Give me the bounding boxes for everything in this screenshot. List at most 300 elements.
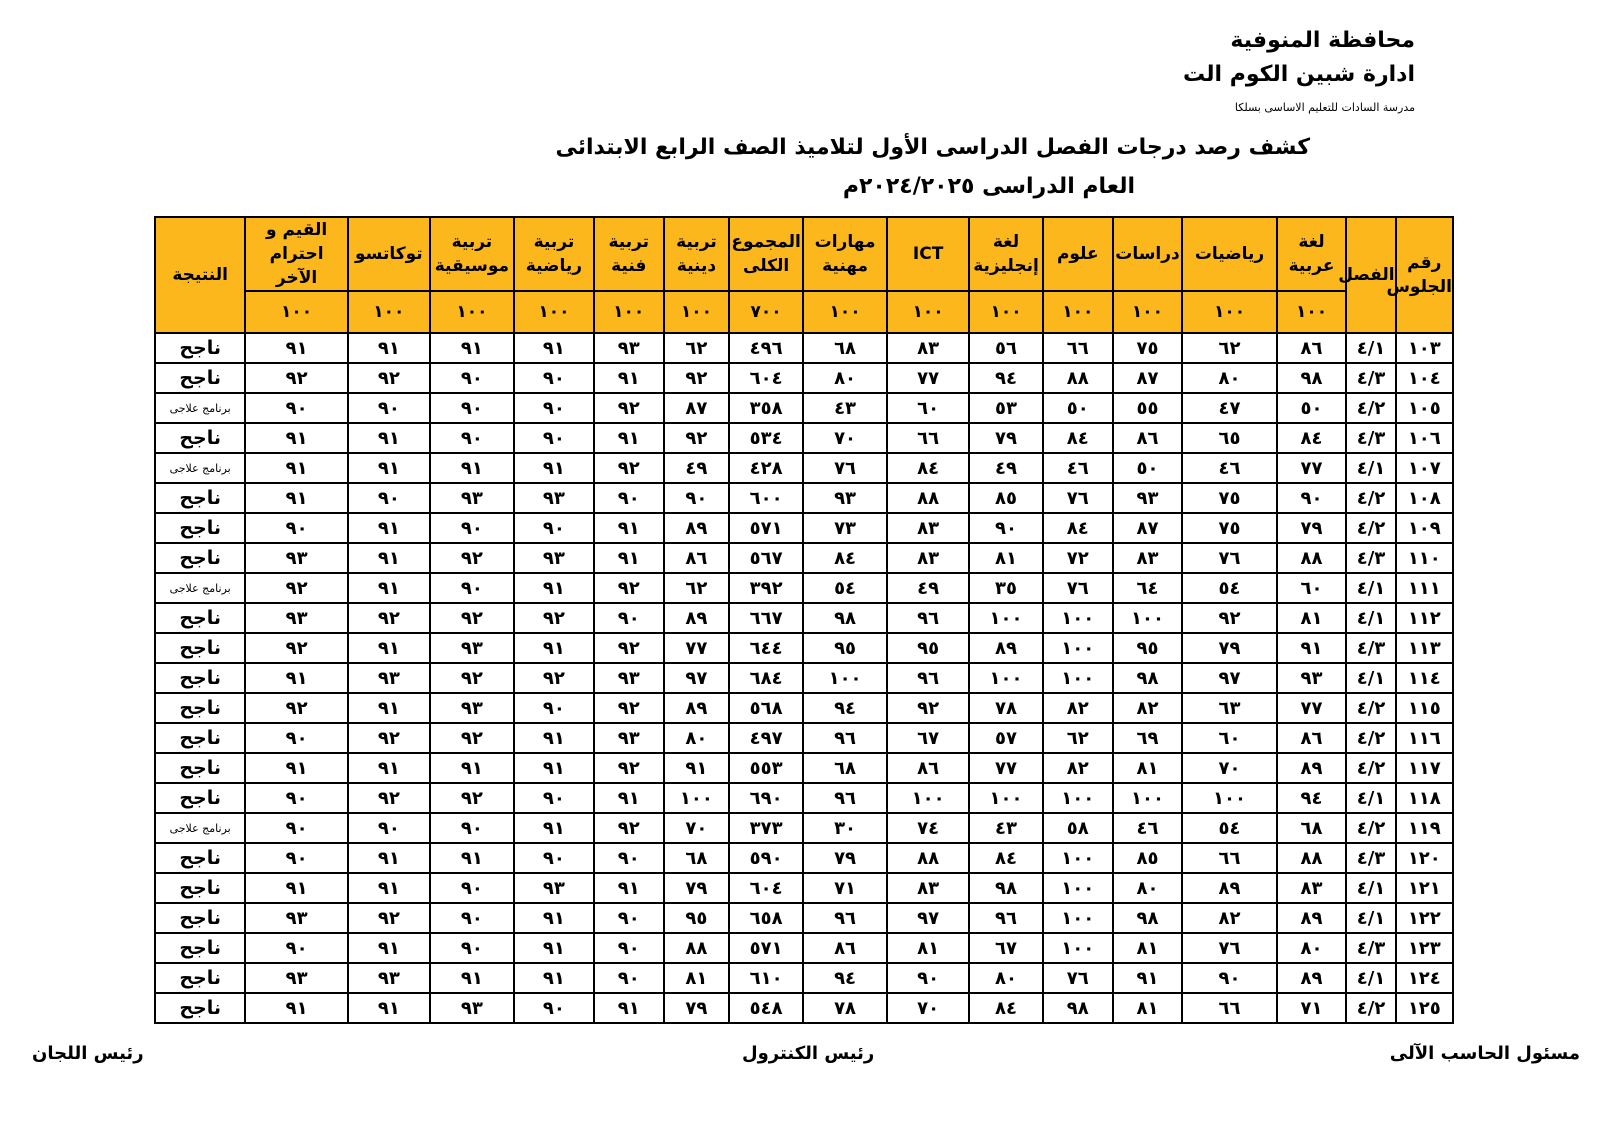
grade-cell: ٩٧	[664, 663, 730, 693]
grade-cell: ٩٢	[430, 663, 514, 693]
grade-cell: ١٢٥	[1396, 993, 1453, 1023]
grade-cell: ٥٨	[1043, 813, 1113, 843]
administration-name: ادارة شبين الكوم الت	[1183, 62, 1415, 87]
grade-cell: ٨٨	[664, 933, 730, 963]
table-row	[155, 423, 1453, 453]
grade-cell: ٩٣	[430, 993, 514, 1023]
grade-cell: ٣٥٨	[729, 393, 803, 423]
grade-cell: ١٢١	[1396, 873, 1453, 903]
column-max-score: ١٠٠	[594, 291, 664, 333]
column-max-score: ٧٠٠	[729, 291, 803, 333]
grade-cell: ٩٠	[664, 483, 730, 513]
grade-cell: ١٠٠	[1043, 903, 1113, 933]
max-score-row	[155, 291, 1453, 333]
grade-cell: ٨٦	[1277, 723, 1347, 753]
grade-cell: ١٢٤	[1396, 963, 1453, 993]
grade-cell: ٩١	[348, 873, 430, 903]
grade-cell: ٩١	[514, 633, 594, 663]
grade-cell: ٤/٢	[1346, 393, 1395, 423]
grade-cell: ٨٨	[887, 843, 969, 873]
grade-cell: ١٠٠	[1043, 873, 1113, 903]
grade-cell: ٧٧	[664, 633, 730, 663]
grade-cell: ١١١	[1396, 573, 1453, 603]
grade-cell: ٨٢	[1182, 903, 1276, 933]
grade-cell: ٦٨	[664, 843, 730, 873]
grade-cell: ٩١	[245, 333, 348, 363]
grade-cell: ١٠٠	[969, 603, 1043, 633]
grade-cell: ٩٢	[664, 363, 730, 393]
column-max-score: ١٠٠	[430, 291, 514, 333]
grade-cell: ٨١	[1113, 933, 1183, 963]
column-header: القيم و احترام الآخر	[245, 217, 348, 291]
grade-cell: ٩١	[514, 933, 594, 963]
grade-cell: ٧٩	[1182, 633, 1276, 663]
governorate-name: محافظة المنوفية	[1230, 28, 1415, 53]
grade-cell: ١١٥	[1396, 693, 1453, 723]
grade-cell: ٧٦	[1043, 573, 1113, 603]
column-max-score: ١٠٠	[514, 291, 594, 333]
grade-cell: ٩٠	[430, 903, 514, 933]
grade-cell: ٧٩	[1277, 513, 1347, 543]
grade-cell: ٩١	[594, 783, 664, 813]
grade-cell: ٨٢	[1113, 693, 1183, 723]
grade-cell: ٣٠	[803, 813, 887, 843]
grade-cell: ٩٢	[430, 543, 514, 573]
table-row	[155, 813, 1453, 843]
grade-cell: ٧٠	[1182, 753, 1276, 783]
grade-cell: ٨٩	[664, 513, 730, 543]
grade-cell: ٦٦	[1043, 333, 1113, 363]
grade-cell: ٩٠	[430, 873, 514, 903]
grade-cell: ٩١	[348, 333, 430, 363]
grade-cell: ٩٠	[594, 903, 664, 933]
grade-cell: ٩١	[430, 963, 514, 993]
grade-cell: ٧٤	[887, 813, 969, 843]
grade-cell: ٩١	[430, 753, 514, 783]
grade-cell: ٩٣	[594, 663, 664, 693]
grade-cell: ٩٠	[348, 483, 430, 513]
grade-cell: ٩٢	[594, 633, 664, 663]
grade-cell: ٩٠	[594, 933, 664, 963]
grade-cell: ٦١٠	[729, 963, 803, 993]
table-row	[155, 843, 1453, 873]
grade-cell: ٤/١	[1346, 573, 1395, 603]
table-row	[155, 573, 1453, 603]
grade-cell: ٥٦	[969, 333, 1043, 363]
result-cell: ناجح	[155, 993, 245, 1023]
grade-cell: ٧٩	[969, 423, 1043, 453]
grade-cell: ٥٤	[1182, 813, 1276, 843]
grade-cell: ١٠٨	[1396, 483, 1453, 513]
column-header: تربية فنية	[594, 217, 664, 291]
result-cell: برنامج علاجى	[155, 813, 245, 843]
grade-cell: ٩١	[594, 423, 664, 453]
grade-cell: ٩١	[348, 843, 430, 873]
grade-cell: ٦٤٤	[729, 633, 803, 663]
table-row	[155, 483, 1453, 513]
grade-cell: ١٠٧	[1396, 453, 1453, 483]
grade-cell: ٨٨	[1277, 843, 1347, 873]
grade-cell: ٤٩	[969, 453, 1043, 483]
computer-officer-signature: مسئول الحاسب الآلى	[1389, 1043, 1580, 1064]
grade-cell: ٩١	[430, 453, 514, 483]
table-row	[155, 933, 1453, 963]
column-max-score: ١٠٠	[969, 291, 1043, 333]
grade-cell: ١٠٠	[1113, 603, 1183, 633]
grade-cell: ٧٩	[803, 843, 887, 873]
grade-cell: ١١٩	[1396, 813, 1453, 843]
grade-cell: ٩٠	[430, 393, 514, 423]
grade-cell: ٩١	[245, 663, 348, 693]
grade-cell: ٩١	[514, 753, 594, 783]
grade-cell: ٩٤	[803, 693, 887, 723]
grade-cell: ٨٩	[1182, 873, 1276, 903]
grade-cell: ٩٥	[664, 903, 730, 933]
grade-cell: ٩٤	[1277, 783, 1347, 813]
grade-cell: ٩٢	[594, 393, 664, 423]
grade-cell: ٩١	[348, 453, 430, 483]
grade-cell: ٥٤	[1182, 573, 1276, 603]
grade-cell: ٩٢	[594, 693, 664, 723]
table-row	[155, 363, 1453, 393]
grade-cell: ٦٢	[664, 333, 730, 363]
grade-cell: ٩٢	[348, 783, 430, 813]
grade-cell: ١٠٠	[1043, 603, 1113, 633]
grade-cell: ٤/٣	[1346, 933, 1395, 963]
grade-cell: ٩١	[245, 453, 348, 483]
grade-cell: ٤/١	[1346, 663, 1395, 693]
result-cell: ناجح	[155, 783, 245, 813]
grade-cell: ٩٢	[594, 573, 664, 603]
grade-cell: ٩٠	[348, 813, 430, 843]
grade-cell: ٧٨	[969, 693, 1043, 723]
grade-cell: ٩٣	[245, 543, 348, 573]
grade-cell: ٥٧	[969, 723, 1043, 753]
grade-cell: ٩١	[594, 873, 664, 903]
table-row	[155, 783, 1453, 813]
grade-cell: ١٠٦	[1396, 423, 1453, 453]
table-body	[155, 333, 1453, 1023]
grade-cell: ٥٦٨	[729, 693, 803, 723]
grade-cell: ٨٠	[1113, 873, 1183, 903]
grade-cell: ٩٠	[430, 813, 514, 843]
grade-cell: ٨٤	[1277, 423, 1347, 453]
grade-cell: ٩١	[594, 543, 664, 573]
grade-cell: ٩٠	[514, 693, 594, 723]
grade-cell: ١٠٠	[803, 663, 887, 693]
grade-cell: ٧٣	[803, 513, 887, 543]
grade-cell: ٩٠	[514, 393, 594, 423]
grade-cell: ٩٤	[969, 363, 1043, 393]
grade-cell: ٩٣	[514, 873, 594, 903]
grade-cell: ٦٦	[1182, 993, 1276, 1023]
grade-cell: ٩٨	[1277, 363, 1347, 393]
table-row	[155, 963, 1453, 993]
grade-cell: ٤/٣	[1346, 543, 1395, 573]
table-row	[155, 693, 1453, 723]
grade-cell: ٥٥	[1113, 393, 1183, 423]
result-cell: ناجح	[155, 903, 245, 933]
grade-cell: ٩٠	[514, 423, 594, 453]
grade-cell: ٩١	[348, 693, 430, 723]
grade-cell: ١٠٠	[1043, 843, 1113, 873]
grade-cell: ٩٠	[969, 513, 1043, 543]
grade-cell: ٤٩٦	[729, 333, 803, 363]
grade-cell: ٤٩	[887, 573, 969, 603]
grade-cell: ٧٧	[887, 363, 969, 393]
grade-cell: ٦٦	[1182, 843, 1276, 873]
grade-cell: ٨٠	[803, 363, 887, 393]
grade-cell: ٨٢	[1043, 753, 1113, 783]
grade-cell: ٩٣	[348, 963, 430, 993]
column-max-score: ١٠٠	[887, 291, 969, 333]
grade-cell: ٦٨٤	[729, 663, 803, 693]
grade-cell: ٩٢	[887, 693, 969, 723]
academic-year: العام الدراسى ٢٠٢٤/٢٠٢٥م	[842, 174, 1135, 199]
grade-cell: ٩٢	[664, 423, 730, 453]
grade-cell: ٩٣	[514, 483, 594, 513]
column-header: توكاتسو	[348, 217, 430, 291]
grade-cell: ٦٦٧	[729, 603, 803, 633]
grade-cell: ٨٠	[664, 723, 730, 753]
grade-cell: ٧٩	[664, 993, 730, 1023]
column-max-score: ١٠٠	[348, 291, 430, 333]
grade-cell: ٤/٢	[1346, 693, 1395, 723]
grade-cell: ٩٢	[594, 753, 664, 783]
grade-cell: ٨٩	[1277, 903, 1347, 933]
column-max-score: ١٠٠	[664, 291, 730, 333]
grade-cell: ٨١	[1277, 603, 1347, 633]
column-header: لغة عربية	[1277, 217, 1347, 291]
table-row	[155, 723, 1453, 753]
grade-cell: ٦٠٤	[729, 363, 803, 393]
grade-cell: ٩٢	[594, 813, 664, 843]
grade-cell: ٩٨	[969, 873, 1043, 903]
grade-cell: ٩٠	[594, 963, 664, 993]
grade-cell: ٩٢	[430, 603, 514, 633]
grade-cell: ٩٠	[245, 393, 348, 423]
grade-cell: ٧٧	[1277, 453, 1347, 483]
grade-cell: ١١٧	[1396, 753, 1453, 783]
grade-cell: ١٢٠	[1396, 843, 1453, 873]
grade-cell: ٧١	[1277, 993, 1347, 1023]
grade-cell: ٩٠	[514, 993, 594, 1023]
grade-cell: ١١٤	[1396, 663, 1453, 693]
grade-cell: ٩٠	[514, 513, 594, 543]
grade-cell: ٩١	[1113, 963, 1183, 993]
grade-cell: ٩٣	[594, 723, 664, 753]
grade-cell: ٦٠	[1182, 723, 1276, 753]
grade-cell: ٩١	[245, 483, 348, 513]
grade-cell: ٤/٣	[1346, 363, 1395, 393]
grade-cell: ٩٨	[803, 603, 887, 633]
table-row	[155, 543, 1453, 573]
grade-cell: ٧٥	[1182, 513, 1276, 543]
grade-cell: ٩٨	[1043, 993, 1113, 1023]
column-header: المجموع الكلى	[729, 217, 803, 291]
table-row	[155, 393, 1453, 423]
grade-cell: ٩٠	[514, 363, 594, 393]
column-header: رياضيات	[1182, 217, 1276, 291]
grade-cell: ٩٦	[803, 723, 887, 753]
result-cell: ناجح	[155, 543, 245, 573]
grade-cell: ٨٤	[1043, 513, 1113, 543]
grade-cell: ٩١	[514, 963, 594, 993]
column-max-score: ١٠٠	[245, 291, 348, 333]
grade-cell: ٥٤	[803, 573, 887, 603]
grade-cell: ٩٨	[1113, 663, 1183, 693]
grade-cell: ٥٧١	[729, 933, 803, 963]
grade-cell: ١٠٩	[1396, 513, 1453, 543]
grade-cell: ٧٦	[1182, 933, 1276, 963]
grade-cell: ٣٧٣	[729, 813, 803, 843]
grade-cell: ٤٧	[1182, 393, 1276, 423]
grade-cell: ٩٣	[430, 483, 514, 513]
result-cell: ناجح	[155, 873, 245, 903]
grade-cell: ٤/١	[1346, 603, 1395, 633]
grade-cell: ٧٩	[664, 873, 730, 903]
column-header: مهارات مهنية	[803, 217, 887, 291]
grade-cell: ٨٧	[1113, 363, 1183, 393]
grade-cell: ٩٣	[430, 693, 514, 723]
grade-cell: ٩١	[245, 753, 348, 783]
grade-cell: ٨٩	[1277, 963, 1347, 993]
grade-cell: ٩٢	[514, 663, 594, 693]
grade-cell: ٩٠	[245, 813, 348, 843]
grade-cell: ١٠٠	[1043, 783, 1113, 813]
grade-cell: ٩١	[348, 573, 430, 603]
result-cell: ناجح	[155, 513, 245, 543]
grade-cell: ٤/١	[1346, 963, 1395, 993]
grade-cell: ٤/٢	[1346, 753, 1395, 783]
grade-cell: ٤٢٨	[729, 453, 803, 483]
grade-cell: ٧٨	[803, 993, 887, 1023]
grade-cell: ١١٨	[1396, 783, 1453, 813]
grade-cell: ٧٧	[969, 753, 1043, 783]
grade-cell: ٩٠	[594, 843, 664, 873]
grade-cell: ٨٣	[1277, 873, 1347, 903]
grade-cell: ٤٦	[1113, 813, 1183, 843]
grade-cell: ٨١	[1113, 993, 1183, 1023]
table-row	[155, 453, 1453, 483]
grade-cell: ٦٥	[1182, 423, 1276, 453]
column-header: دراسات	[1113, 217, 1183, 291]
grade-cell: ٩١	[348, 993, 430, 1023]
grade-cell: ٨٨	[1277, 543, 1347, 573]
grade-cell: ٨١	[1113, 753, 1183, 783]
grade-cell: ٥٤٨	[729, 993, 803, 1023]
column-header: تربية دينية	[664, 217, 730, 291]
grade-cell: ٨٥	[969, 483, 1043, 513]
grade-cell: ٩٢	[348, 363, 430, 393]
result-cell: ناجح	[155, 423, 245, 453]
grade-cell: ١٠٣	[1396, 333, 1453, 363]
grade-cell: ٩٢	[1182, 603, 1276, 633]
grade-cell: ٩٢	[430, 723, 514, 753]
grade-cell: ٩٠	[245, 843, 348, 873]
grade-cell: ٩٠	[514, 783, 594, 813]
result-cell: ناجح	[155, 483, 245, 513]
grade-cell: ٩٢	[245, 363, 348, 393]
grade-cell: ٩٢	[348, 903, 430, 933]
grade-cell: ٤/٢	[1346, 513, 1395, 543]
grade-cell: ٩٦	[887, 663, 969, 693]
column-header: علوم	[1043, 217, 1113, 291]
grade-cell: ٨٥	[1113, 843, 1183, 873]
grade-cell: ٣٩٢	[729, 573, 803, 603]
column-max-score: ١٠٠	[1043, 291, 1113, 333]
grade-cell: ٨٣	[887, 873, 969, 903]
grade-cell: ٩١	[348, 933, 430, 963]
grade-cell: ٧٦	[1182, 543, 1276, 573]
grade-cell: ٧٧	[1277, 693, 1347, 723]
grade-cell: ٩١	[514, 723, 594, 753]
grade-cell: ٩٠	[1182, 963, 1276, 993]
result-cell: ناجح	[155, 963, 245, 993]
grade-cell: ٩٢	[245, 693, 348, 723]
result-cell: ناجح	[155, 363, 245, 393]
grade-cell: ٧٠	[887, 993, 969, 1023]
grade-cell: ٨١	[969, 543, 1043, 573]
grade-cell: ٧٦	[1043, 483, 1113, 513]
column-header: تربية موسيقية	[430, 217, 514, 291]
grade-cell: ٤/٢	[1346, 993, 1395, 1023]
grade-cell: ٦٩	[1113, 723, 1183, 753]
grade-cell: ٨٣	[887, 333, 969, 363]
table-row	[155, 603, 1453, 633]
grade-cell: ٩٣	[245, 963, 348, 993]
grade-cell: ١١٠	[1396, 543, 1453, 573]
grade-cell: ٩٢	[348, 603, 430, 633]
grade-cell: ١٠٠	[1043, 933, 1113, 963]
grade-cell: ٩٢	[514, 603, 594, 633]
grade-cell: ١١٢	[1396, 603, 1453, 633]
grade-cell: ٦٢	[1182, 333, 1276, 363]
column-header: رقم الجلوس	[1396, 217, 1453, 333]
grade-cell: ٩٢	[430, 783, 514, 813]
grade-cell: ٨٣	[887, 513, 969, 543]
column-max-score: ١٠٠	[803, 291, 887, 333]
grade-cell: ٤/١	[1346, 333, 1395, 363]
grade-cell: ٩١	[514, 903, 594, 933]
grade-cell: ٨٠	[1182, 363, 1276, 393]
grade-cell: ٦٩٠	[729, 783, 803, 813]
grade-cell: ٣٥	[969, 573, 1043, 603]
grade-cell: ٩٠	[348, 393, 430, 423]
grade-cell: ٦٠٤	[729, 873, 803, 903]
grade-cell: ٥٠	[1113, 453, 1183, 483]
grade-cell: ٩٠	[594, 483, 664, 513]
grade-cell: ٩١	[594, 993, 664, 1023]
result-cell: برنامج علاجى	[155, 573, 245, 603]
grade-cell: ٥٧١	[729, 513, 803, 543]
grade-cell: ٤٦	[1043, 453, 1113, 483]
grade-cell: ٩١	[348, 753, 430, 783]
grade-cell: ٨٩	[664, 603, 730, 633]
grade-cell: ٩٣	[514, 543, 594, 573]
grade-cell: ٤٦	[1182, 453, 1276, 483]
grade-cell: ٨١	[887, 933, 969, 963]
grade-cell: ٩٥	[887, 633, 969, 663]
grade-cell: ٩١	[664, 753, 730, 783]
grade-cell: ٤/٣	[1346, 423, 1395, 453]
grade-cell: ١٠٤	[1396, 363, 1453, 393]
grade-cell: ٩٠	[430, 573, 514, 603]
grade-cell: ١٠٠	[664, 783, 730, 813]
grade-cell: ٨١	[664, 963, 730, 993]
grade-cell: ٨٨	[1043, 363, 1113, 393]
grade-cell: ٨٤	[1043, 423, 1113, 453]
